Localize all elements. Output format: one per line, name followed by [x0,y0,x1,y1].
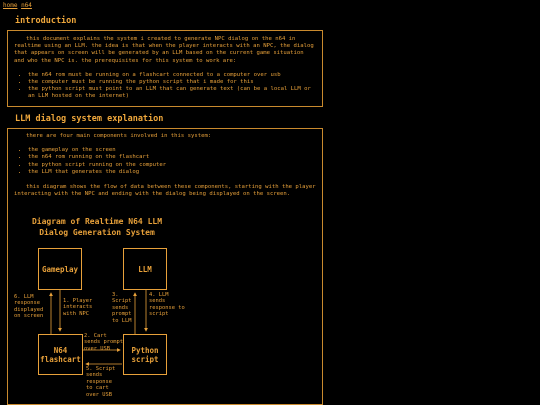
breadcrumb [3,2,32,9]
list-item: • the python script must point to an LLM that can generate text (can be a local LLM or an LLM hosted on the internet) [28,86,316,100]
list-item: • the python script running on the computer [28,162,316,169]
gameplay-node: Gameplay [38,248,82,290]
intro-heading: introduction [15,16,77,26]
diagram-title: Diagram of Realtime N64 LLM Dialog Generation System [31,217,163,237]
list-item: • the n64 rom running on the flashcart [28,154,316,161]
edge-label-5: 5. Script sends response to cart over USB [86,366,116,398]
intro-paragraph: this document explains the system i created to generate NPC dialog on the n64 in realtime using an LLM. the idea is that when the player interacts with an NPC, the dialog that appears on screen will be generated by an LLM based on the current game situation and who the NPC is. the prerequisites for this system to work are: [14,36,314,64]
flashcart-node: N64 flashcart [38,334,83,375]
breadcrumb-home-link[interactable]: home [3,2,18,9]
edge-label-2: 2. Cart sends prompt over USB [84,333,123,352]
list-item: • the computer must be running the python script that i made for this [28,79,316,86]
intro-section [7,30,323,107]
list-item: • the n64 rom must be running on a flashcart connected to a computer over usb [28,72,316,79]
list-item: • the gameplay on the screen [28,147,316,154]
diagram-intro: this diagram shows the flow of data between these components, starting with the player interacting with the NPC and ending with the dialog being displayed on the screen. [14,184,316,198]
flow-diagram [0,210,540,405]
system-heading: LLM dialog system explanation [15,114,164,124]
python-node: Python script [123,334,167,375]
prerequisites-list [14,72,316,101]
edge-label-6: 6. LLM response displayed on screen [14,294,44,320]
llm-node: LLM [123,248,167,290]
components-list [14,147,316,176]
components-intro: there are four main components involved in this system: [26,133,212,139]
edge-label-1: 1. Player interacts with NPC [63,298,93,317]
edge-label-3: 3. Script sends prompt to LLM [112,292,132,324]
edge-label-4: 4. LLM sends response to script [149,292,185,318]
list-item: • the LLM that generates the dialog [28,169,316,176]
breadcrumb-n64-link[interactable]: n64 [21,2,32,9]
